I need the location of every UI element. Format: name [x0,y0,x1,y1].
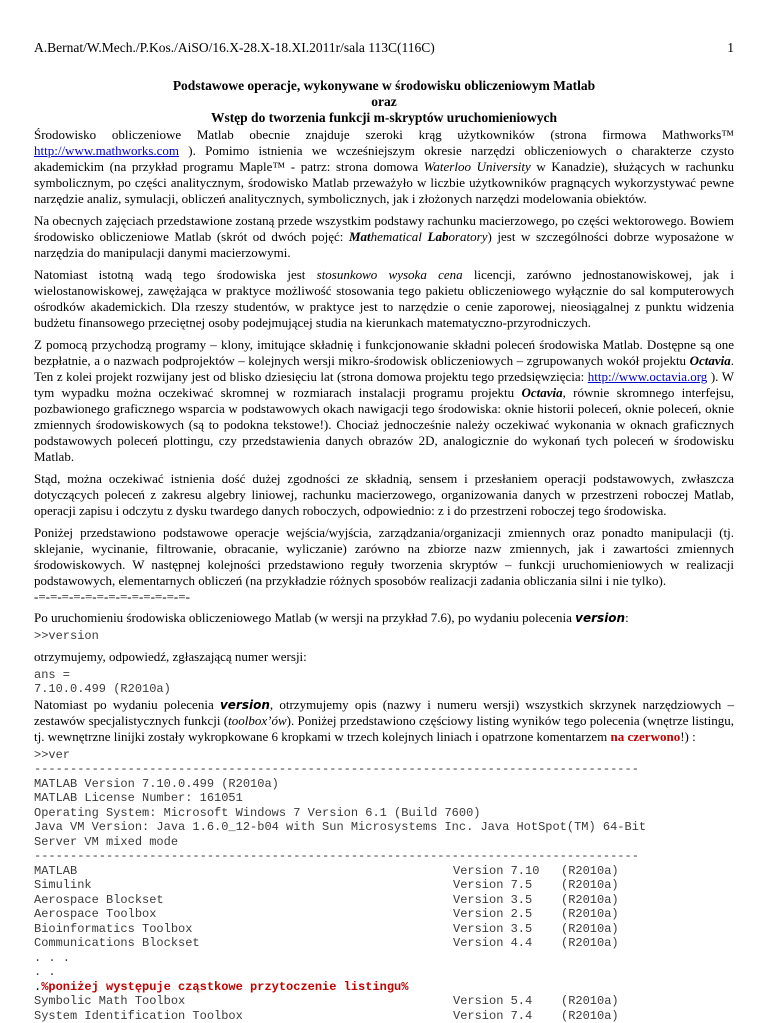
table-row: Communications Blockset Version 4.4 (R2010a) [34,936,681,951]
paragraph-answer-intro: otrzymujemy, odpowiedź, zgłaszającą numer wersji: [34,649,734,665]
page-number: 1 [727,40,734,56]
ver-listing [34,748,734,1023]
title-line-2: oraz [34,94,734,110]
toolbox-table-2 [34,994,681,1023]
table-row: Aerospace Toolbox Version 2.5 (R2010a) [34,907,681,922]
paragraph-price: Natomiast istotną wadą tego środowiska jest stosunkowo wysoka cena licencji, zarówno jednostanowiskowej, jak i wielostanowiskowej, zawężająca w praktyce możliwość stosowania tego pakietu obliczeniowego wyłącznie do sal komputerowych ośrodków akademickich. Dla rzeszy studentów, w praktyce jest to narzędzie o cenie zaporowej, nieosiągalnej z punktu widzenia budżetu finansowego przeciętnej osoby podejmującej studia na kierunkach matematyczno-przyrodniczych. [34,267,734,331]
listing-info-1: MATLAB Version 7.10.0.499 (R2010a) [34,777,734,792]
table-row: Bioinformatics Toolbox Version 3.5 (R2010a) [34,922,681,937]
title-line-3: Wstęp do tworzenia funkcji m-skryptów uruchomieniowych [34,110,734,126]
document-title [34,78,734,126]
paragraph-compat: Stąd, można oczekiwać istnienia dość dużej zgodności ze składnią, sensem i przesłaniem operacji podstawowych, zwłaszcza dotyczących poleceń z zakresu algebry liniowej, rachunku macierzowego, organizowania danych w przestrzeni roboczej Matlab, operacji zapisu i odczytu z dysku twardego danych roboczych, odpowiednio: z i do przestrzeni roboczej tego środowiska. [34,471,734,519]
listing-dash-bottom: ------------------------------------------------------------------------------------ [34,849,734,864]
table-row: Aerospace Blockset Version 3.5 (R2010a) [34,893,681,908]
paragraph-overview: Poniżej przedstawiono podstawowe operacje wejścia/wyjścia, zarządzania/organizacji zmiennych oraz ponadto manipulacji (tj. sklejanie, wycinanie, filtrowanie, obracanie, wyliczanie) zarówno na zbiorze nazw zmiennych, jak i zawartości zmiennych środowiskowych. W następnej kolejności przedstawiono reguły tworzenia skryptów – funkcji uruchomieniowych w realizacji podstawowych, elementarnych obliczeń (na przykładzie różnych sposobów realizacji zadania obliczania silni i nie tylko). [34,525,734,589]
page-header [34,40,734,56]
listing-dash-top: ------------------------------------------------------------------------------------ [34,762,734,777]
listing-info-4: Java VM Version: Java 1.6.0_12-b04 with Sun Microsystems Inc. Java HotSpot(TM) 64-Bit [34,820,734,835]
listing-dots-1: . . . [34,951,734,966]
command-version: >>version [34,629,734,644]
mathworks-link[interactable]: http://www.mathworks.com [34,143,179,158]
separator-line: -=-=-=-=-=-=-=-=-=-=-=-=-=- [34,589,734,605]
answer-value: 7.10.0.499 (R2010a) [34,682,734,697]
document-body [34,127,734,1023]
answer-label: ans = [34,668,734,683]
listing-info-2: MATLAB License Number: 161051 [34,791,734,806]
paragraph-intro: Środowisko obliczeniowe Matlab obecnie znajduje szeroki krąg użytkowników (strona firmowa Mathworks™ http://www.mathworks.com ). Pomimo istnienia we wcześniejszym okresie narzędzi obliczeniowych o charakterze czysto akademickim (na przykład programu Maple™ - patrz: strona domowa Waterloo University w Kanadzie), służących w rachunku symbolicznym, po części analitycznym, środowisko Matlab przeważyło w liczbie użytkowników pragnących wykorzystywać pewne narzędzie analiz, symulacji, obliczeń analitycznych, symbolicznych, jak i złożonych narzędzi modelowania obiektów. [34,127,734,207]
paragraph-octavia: Z pomocą przychodzą programy – klony, imitujące składnię i funkcjonowanie składni poleceń środowiska Matlab. Dostępne są one bezpłatnie, a o nazwach podprojektów – kolejnych wersji mikro-środowisk obliczeniowych – zgrupowanych wokół projektu Octavia. Ten z kolei projekt rozwijany jest od blisko dziesięciu lat (strona domowa projektu tego przedsięwzięcia: http://www.octavia.org ). W tym wypadku można oczekiwać skromnej w rozmiarach instalacji programu projektu Octavia, równie skromnego interfejsu, pozbawionego graficznego wsparcia w podstawowych okach nawigacji tego środowiska: oknie historii poleceń, oknie poleceń, oknie zmiennych środowiskowych (są to podokna tekstowe!). Chociaż jednocześnie należy oczekiwać wykonania w oknach graficznych podstawowych poleceń plottingu, czy przedstawienia danych obrazów 2D, analogicznie do wykonań tych poleceń w środowisku Matlab. [34,337,734,465]
header-text: A.Bernat/W.Mech./P.Kos./AiSO/16.X-28.X-18.XI.2011r/sala 113C(116C) [34,40,435,55]
table-row: Symbolic Math Toolbox Version 5.4 (R2010a) [34,994,681,1009]
paragraph-version-intro: Po uruchomieniu środowiska obliczeniowego Matlab (w wersji na przykład 7.6), po wydaniu polecenia version: [34,610,734,626]
table-row: MATLAB Version 7.10 (R2010a) [34,864,681,879]
octavia-link[interactable]: http://www.octavia.org [588,369,708,384]
table-row: System Identification Toolbox Version 7.4 (R2010a) [34,1009,681,1023]
listing-dots-2: . . [34,965,734,980]
listing-comment: .%poniżej występuje cząstkowe przytoczenie listingu% [34,980,734,995]
paragraph-matrix: Na obecnych zajęciach przedstawione zostaną przede wszystkim podstawy rachunku macierzowego, po części wektorowego. Bowiem środowisko obliczeniowe Matlab (skrót od dwóch pojęć: Mathematical Laboratory) jest w szczególności dobrze wyposażone w narzędzia do manipulacji danymi macierzowymi. [34,213,734,261]
table-row: Simulink Version 7.5 (R2010a) [34,878,681,893]
paragraph-ver-intro: Natomiast po wydaniu polecenia version, otrzymujemy opis (nazwy i numeru wersji) wszystkich skrzynek narzędziowych – zestawów specjalistycznych funkcji (toolbox’ów). Poniżej przedstawiono częściowy listing wyników tego polecenia (wnętrze listingu, tj. wewnętrzne linijki zostały wykropkowane 6 kropkami w trzech kolejnych liniach i opatrzone komentarzem na czerwono!) : [34,697,734,745]
listing-info-3: Operating System: Microsoft Windows 7 Version 6.1 (Build 7600) [34,806,734,821]
toolbox-table [34,864,681,951]
listing-info-5: Server VM mixed mode [34,835,734,850]
command-ver: >>ver [34,748,734,763]
title-line-1: Podstawowe operacje, wykonywane w środowisku obliczeniowym Matlab [34,78,734,94]
